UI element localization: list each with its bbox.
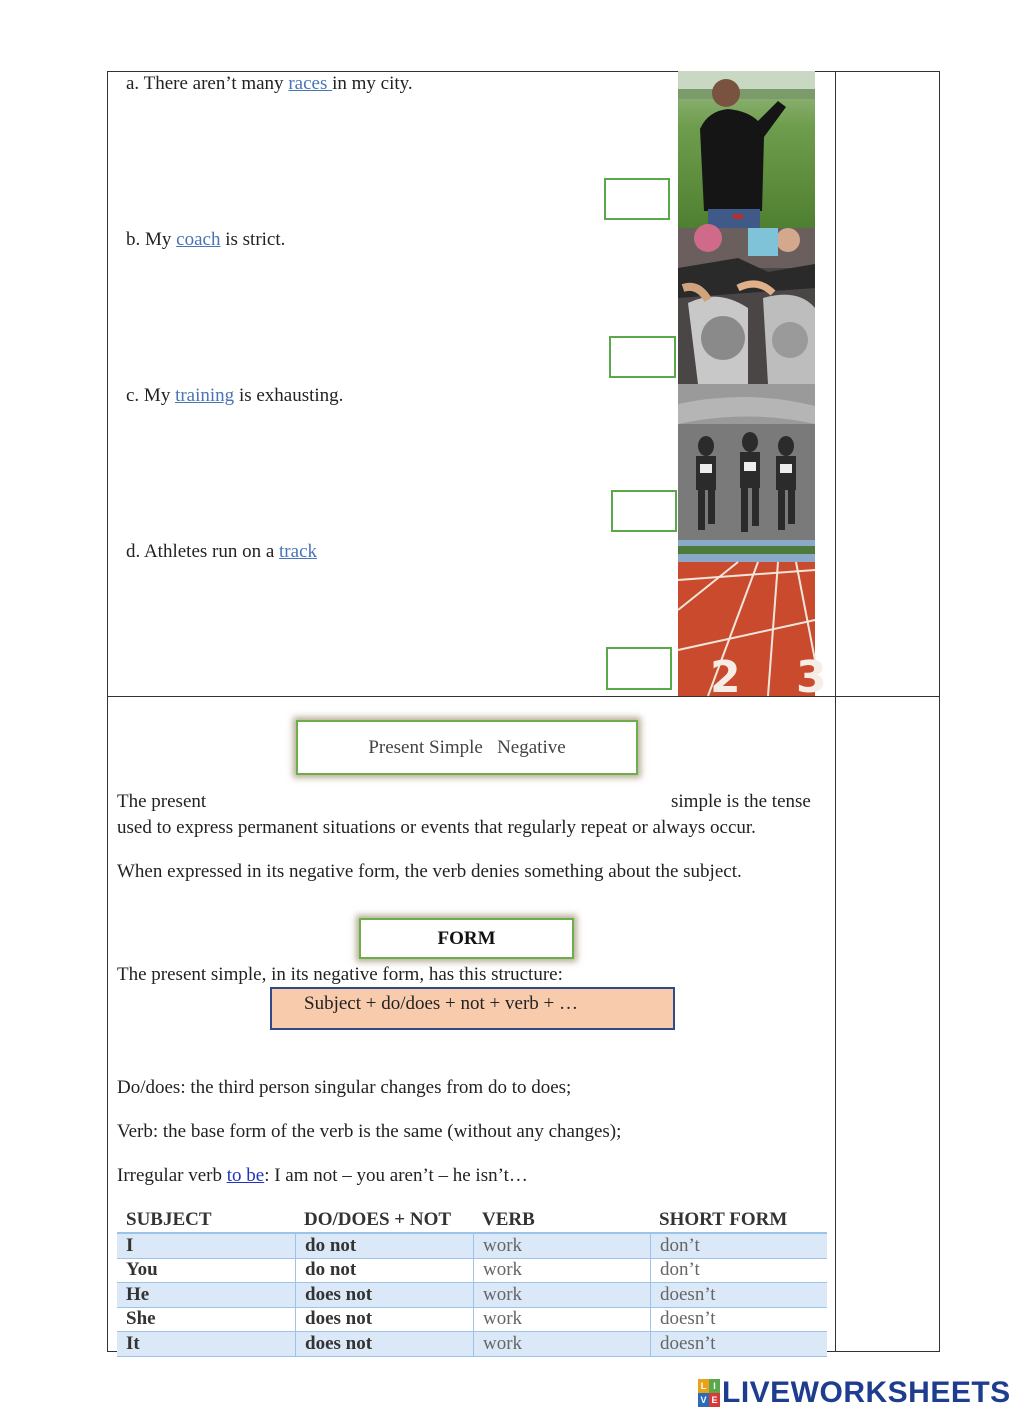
logo-text: LIVEWORKSHEETS xyxy=(722,1376,1011,1409)
vocab-word-coach: coach xyxy=(176,229,221,250)
intro-right-text: simple is the tense xyxy=(671,791,811,812)
vocab-word-races: races xyxy=(288,73,333,94)
frame-column-divider xyxy=(835,71,836,1352)
svg-text:3: 3 xyxy=(796,652,827,703)
sentence-d: d. Athletes run on a track xyxy=(126,541,318,562)
answer-box-d[interactable] xyxy=(606,647,672,690)
form-title: FORM xyxy=(437,927,496,949)
negative-description: When expressed in its negative form, the verb denies something about the subject. xyxy=(117,861,742,882)
answer-box-a[interactable] xyxy=(604,178,670,220)
header-verb: VERB xyxy=(482,1208,535,1230)
liveworksheets-logo xyxy=(698,1376,1011,1410)
sentence-b: b. My coach is strict. xyxy=(126,229,286,250)
form-title-box xyxy=(359,918,574,959)
runners-photo xyxy=(678,384,815,540)
sentence-c: c. My training is exhausting. xyxy=(126,385,344,406)
header-subject: SUBJECT xyxy=(126,1208,212,1230)
table-header xyxy=(117,1207,827,1234)
svg-text:2: 2 xyxy=(710,652,741,703)
table-row: He does not work doesn’t xyxy=(117,1283,827,1308)
table-row: I do not work don’t xyxy=(117,1234,827,1259)
cycling-class-photo xyxy=(678,228,815,384)
header-do-does-not: DO/DOES + NOT xyxy=(304,1208,452,1230)
vocab-word-training: training xyxy=(175,385,235,406)
to-be-link[interactable]: to be xyxy=(226,1165,265,1186)
note-verb: Verb: the base form of the verb is the same (without any changes); xyxy=(117,1121,622,1142)
structure-intro: The present simple, in its negative form, has this structure: xyxy=(117,964,563,985)
conjugation-table xyxy=(117,1207,827,1357)
coach-photo xyxy=(678,71,815,228)
table-row: You do not work don’t xyxy=(117,1259,827,1284)
header-short-form: SHORT FORM xyxy=(659,1208,788,1230)
sentence-a: a. There aren’t many races in my city. xyxy=(126,73,413,94)
grammar-title: Present Simple Negative xyxy=(368,736,566,758)
logo-mark-icon: L I V E xyxy=(698,1379,720,1407)
answer-box-c[interactable] xyxy=(611,490,677,532)
vocab-word-track: track xyxy=(279,541,318,562)
structure-box xyxy=(270,987,675,1030)
grammar-title-box xyxy=(296,720,638,775)
table-row: It does not work doesn’t xyxy=(117,1332,827,1357)
intro-line-2: used to express permanent situations or events that regularly repeat or always occur. xyxy=(117,817,756,838)
intro-left-text: The present xyxy=(117,791,207,812)
running-track-photo xyxy=(678,540,827,703)
answer-box-b[interactable] xyxy=(609,336,676,378)
table-row: She does not work doesn’t xyxy=(117,1308,827,1333)
note-do-does: Do/does: the third person singular changes from do to does; xyxy=(117,1077,572,1098)
note-irregular: Irregular verb to be: I am not – you aren’t – he isn’t… xyxy=(117,1165,528,1186)
structure-formula: Subject + do/does + not + verb + … xyxy=(304,993,578,1014)
worksheet-frame xyxy=(107,71,940,1352)
